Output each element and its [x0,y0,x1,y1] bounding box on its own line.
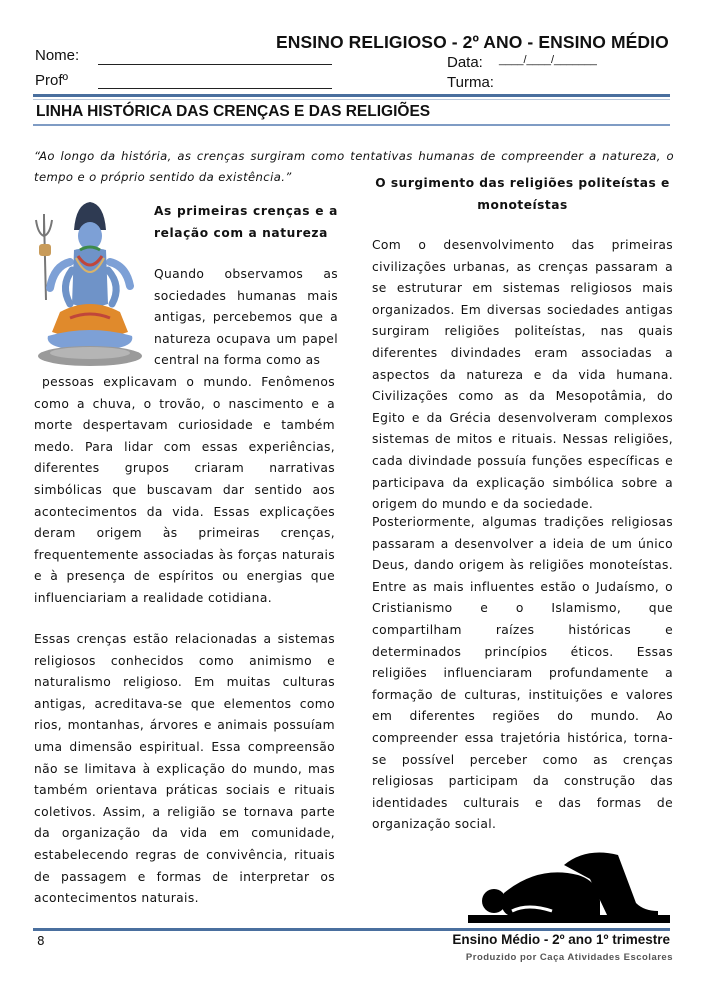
left-p1-line: natureza ocupava um papel [154,331,338,346]
deity-illustration [30,200,148,368]
footer-divider [33,928,670,931]
header-divider [33,94,670,97]
section-title: LINHA HISTÓRICA DAS CRENÇAS E DAS RELIGIÕES [36,103,431,120]
right-section-title: O surgimento das religiões politeístas e monoteístas [375,176,670,212]
footer-credit: Produzido por Caça Atividades Escolares [465,952,673,963]
data-field[interactable]: ____/____/_______ [499,54,597,66]
right-paragraph-2: Posteriormente, algumas tradições religiosas passaram a desenvolver a ideia de um único Deus, dando origem às religiões monoteístas. Entre as mais influentes estão o Judaísmo, o Cristianismo e o Islamismo, que compartilham raízes históricas e determinados princípios éticos. Essas religiões influenciaram profundamente a formação de culturas, instituições e valores em diferentes regiões do mundo. Ao compreender essa trajetória histórica, torna-se possível perceber como as crenças religiosas participam da construção das identidades culturais e das formas de organização social. [372,515,673,832]
section-divider [33,124,670,126]
left-p1-line: Quando observamos as [154,267,338,281]
prof-label: Profº [35,72,68,89]
left-paragraph-2: Essas crenças estão relacionadas a sistemas religiosos conhecidos como animismo e naturalismo religioso. Em muitas culturas antigas, acreditava-se que elementos como rios, montanhas, árvores e animais possuíam uma dimensão espiritual. Essa compreensão não se limitava à explicação do mundo, mas também orientava práticas sociais e rituais coletivos. Assim, a religião se tornava parte da organização da vida em comunidade, estabelecendo regras de convivência, rituais de passagem e formas de interpretar os acontecimentos naturais. [34,632,335,906]
right-paragraph-1: Com o desenvolvimento das primeiras civilizações urbanas, as crenças passaram a se estruturar em sistemas religiosos mais organizados. Em diversas sociedades antigas surgiram religiões politeístas, nas quais diferentes divindades eram associadas a aspectos da natureza e da vida humana. Civilizações como as da Mesopotâmia, do Egito e da Grécia desenvolveram complexos sistemas de mitos e rituais. Nessas religiões, cada divindade possuía funções específicas e participava da explicação simbólica sobre a origem do mundo e da sociedade. [372,238,673,512]
worksheet-title: ENSINO RELIGIOSO - 2º ANO - ENSINO MÉDIO [276,32,669,52]
epigraph-quote: “Ao longo da história, as crenças surgiram como tentativas humanas de compreender a natureza, o tempo e o próprio sentido da existência.” [34,149,674,184]
left-p1-line: sociedades humanas mais [154,288,338,303]
prostrating-figure-icon [468,845,670,925]
left-paragraph-1-wrap [154,264,338,372]
nome-field[interactable] [98,64,332,65]
left-paragraph-1-rest: pessoas explicavam o mundo. Fenômenos como a chuva, o trovão, o nascimento e a morte despertavam curiosidade e também medo. Para lidar com essas experiências, diferentes grupos criaram narrativas simbólicas que buscavam dar sentido aos acontecimentos da vida. Essas explicações deram origem às primeiras crenças, frequentemente associadas às forças naturais e à presença de espíritos ou energias que influenciariam a realidade cotidiana. [34,375,335,605]
header-divider-thin [33,99,670,100]
prof-field[interactable] [98,88,332,89]
left-subtitle-line2: relação com a natureza [154,226,328,240]
page-number: 8 [37,934,45,948]
left-subtitle-line1: As primeiras crenças e a [154,204,338,218]
data-label: Data: [447,54,483,71]
left-p1-line: antigas, percebemos que a [154,310,338,325]
turma-label: Turma: [447,74,494,91]
left-p1-line: central na forma como as [154,353,321,368]
nome-label: Nome: [35,47,80,64]
footer-title: Ensino Médio - 2º ano 1º trimestre [452,932,670,947]
